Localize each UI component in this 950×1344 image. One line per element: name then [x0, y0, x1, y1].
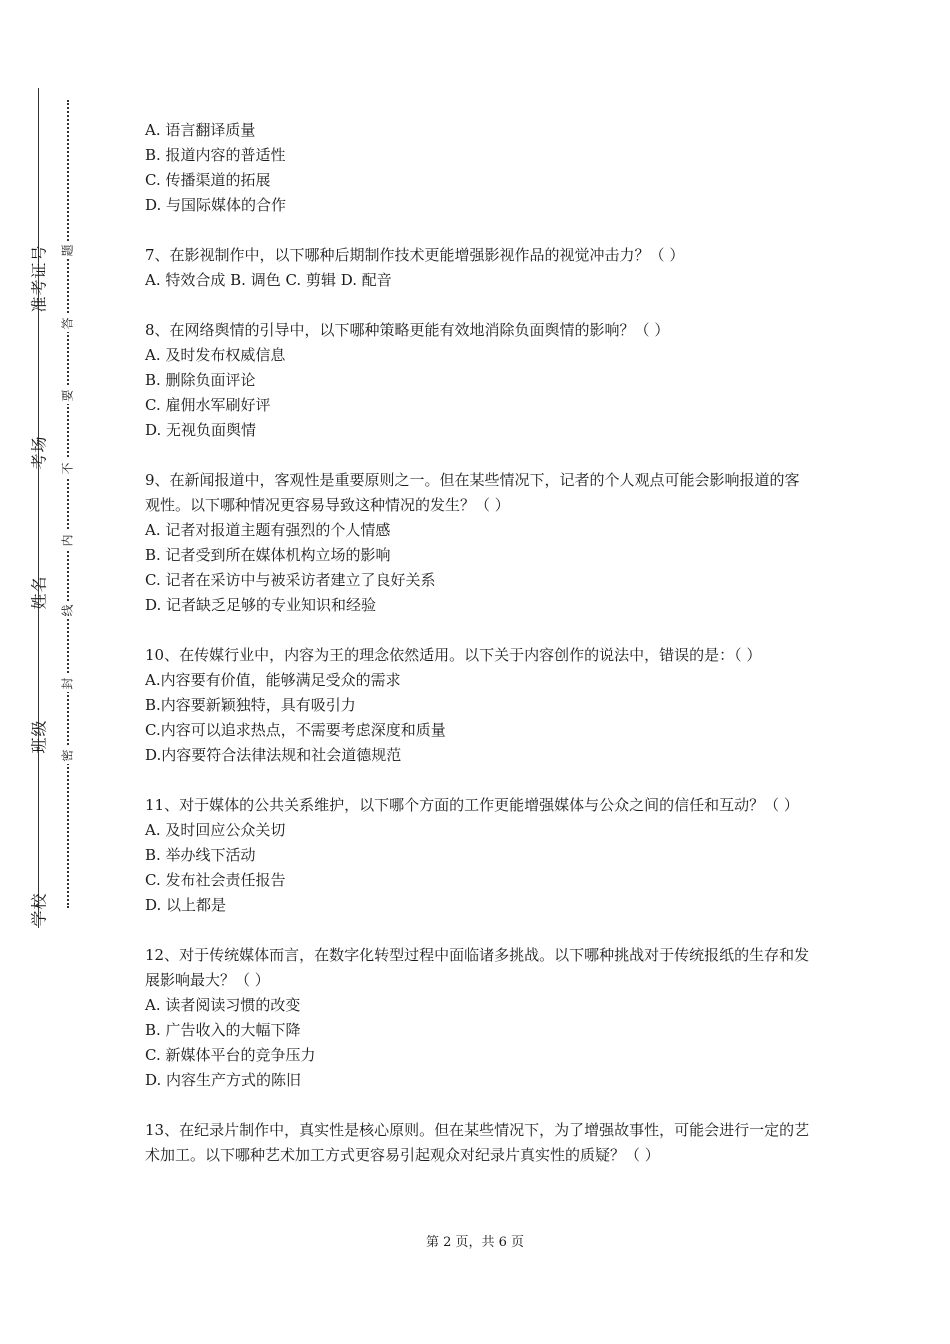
page-number: 第 2 页，共 6 页 — [425, 1235, 525, 1250]
seal-char: 答 — [58, 314, 76, 332]
option: B. 删除负面评论 — [145, 371, 256, 389]
option: A. 及时回应公众关切 — [145, 821, 286, 839]
option: A.内容要有价值，能够满足受众的需求 — [145, 671, 401, 689]
option: C. 传播渠道的拓展 — [145, 171, 271, 189]
option: A. 特效合成 B. 调色 C. 剪辑 D. 配音 — [145, 271, 392, 289]
option: B.内容要新颖独特，具有吸引力 — [145, 696, 356, 714]
option: B. 举办线下活动 — [145, 846, 256, 864]
question-stem: 8、在网络舆情的引导中，以下哪种策略更能有效地消除负面舆情的影响？（ ） — [145, 321, 670, 339]
option: B. 广告收入的大幅下降 — [145, 1021, 301, 1039]
option: C. 记者在采访中与被采访者建立了良好关系 — [145, 571, 436, 589]
option: C. 雇佣水军刷好评 — [145, 396, 271, 414]
option: A. 记者对报道主题有强烈的个人情感 — [145, 521, 391, 539]
question-item — [145, 643, 813, 768]
class-label: 班级 — [29, 718, 49, 754]
option: D. 内容生产方式的陈旧 — [145, 1071, 302, 1089]
question-list — [145, 118, 813, 1193]
seal-line — [67, 100, 69, 908]
question-item — [145, 243, 813, 293]
seal-char: 题 — [58, 241, 76, 259]
question-item — [145, 793, 813, 918]
seal-char: 密 — [58, 746, 76, 764]
option: D.内容要符合法律法规和社会道德规范 — [145, 746, 402, 764]
question-item — [145, 318, 813, 443]
question-stem: 12、对于传统媒体而言，在数字化转型过程中面临诸多挑战。以下哪种挑战对于传统报纸的生存和发展影响最大？（ ） — [145, 946, 810, 989]
name-label: 姓名 — [29, 574, 49, 610]
question-stem: 9、在新闻报道中，客观性是重要原则之一。但在某些情况下，记者的个人观点可能会影响报道的客观性。以下哪种情况更容易导致这种情况的发生？（ ） — [145, 471, 800, 514]
option: D. 与国际媒体的合作 — [145, 196, 287, 214]
question-stem: 11、对于媒体的公共关系维护，以下哪个方面的工作更能增强媒体与公众之间的信任和互动？（ ） — [145, 796, 799, 814]
question-stem: 13、在纪录片制作中，真实性是核心原则。但在某些情况下，为了增强故事性，可能会进行一定的艺术加工。以下哪种艺术加工方式更容易引起观众对纪录片真实性的质疑？（ ） — [145, 1121, 810, 1164]
question-item — [145, 1118, 813, 1168]
school-label: 学校 — [29, 891, 49, 927]
option: D. 以上都是 — [145, 896, 227, 914]
exam-room-label: 考场 — [29, 434, 49, 470]
binding-line — [38, 88, 39, 928]
question-stem: 10、在传媒行业中，内容为王的理念依然适用。以下关于内容创作的说法中，错误的是：（ ） — [145, 646, 762, 664]
option: C. 发布社会责任报告 — [145, 871, 286, 889]
option: B. 报道内容的普适性 — [145, 146, 286, 164]
option: C.内容可以追求热点，不需要考虑深度和质量 — [145, 721, 446, 739]
option: A. 及时发布权威信息 — [145, 346, 286, 364]
option: A. 读者阅读习惯的改变 — [145, 996, 301, 1014]
seal-char: 线 — [58, 601, 76, 619]
option: B. 记者受到所在媒体机构立场的影响 — [145, 546, 391, 564]
option: D. 无视负面舆情 — [145, 421, 257, 439]
option: D. 记者缺乏足够的专业知识和经验 — [145, 596, 377, 614]
seal-char: 要 — [58, 386, 76, 404]
question-item — [145, 118, 813, 218]
question-item — [145, 468, 813, 618]
question-item — [145, 943, 813, 1093]
seal-char: 内 — [58, 531, 76, 549]
exam-id-label: 准考证号 — [29, 243, 49, 313]
option: A. 语言翻译质量 — [145, 121, 256, 139]
seal-char: 不 — [58, 459, 76, 477]
question-stem: 7、在影视制作中，以下哪种后期制作技术更能增强影视作品的视觉冲击力？（ ） — [145, 246, 685, 264]
option: C. 新媒体平台的竞争压力 — [145, 1046, 316, 1064]
seal-char: 封 — [58, 674, 76, 692]
